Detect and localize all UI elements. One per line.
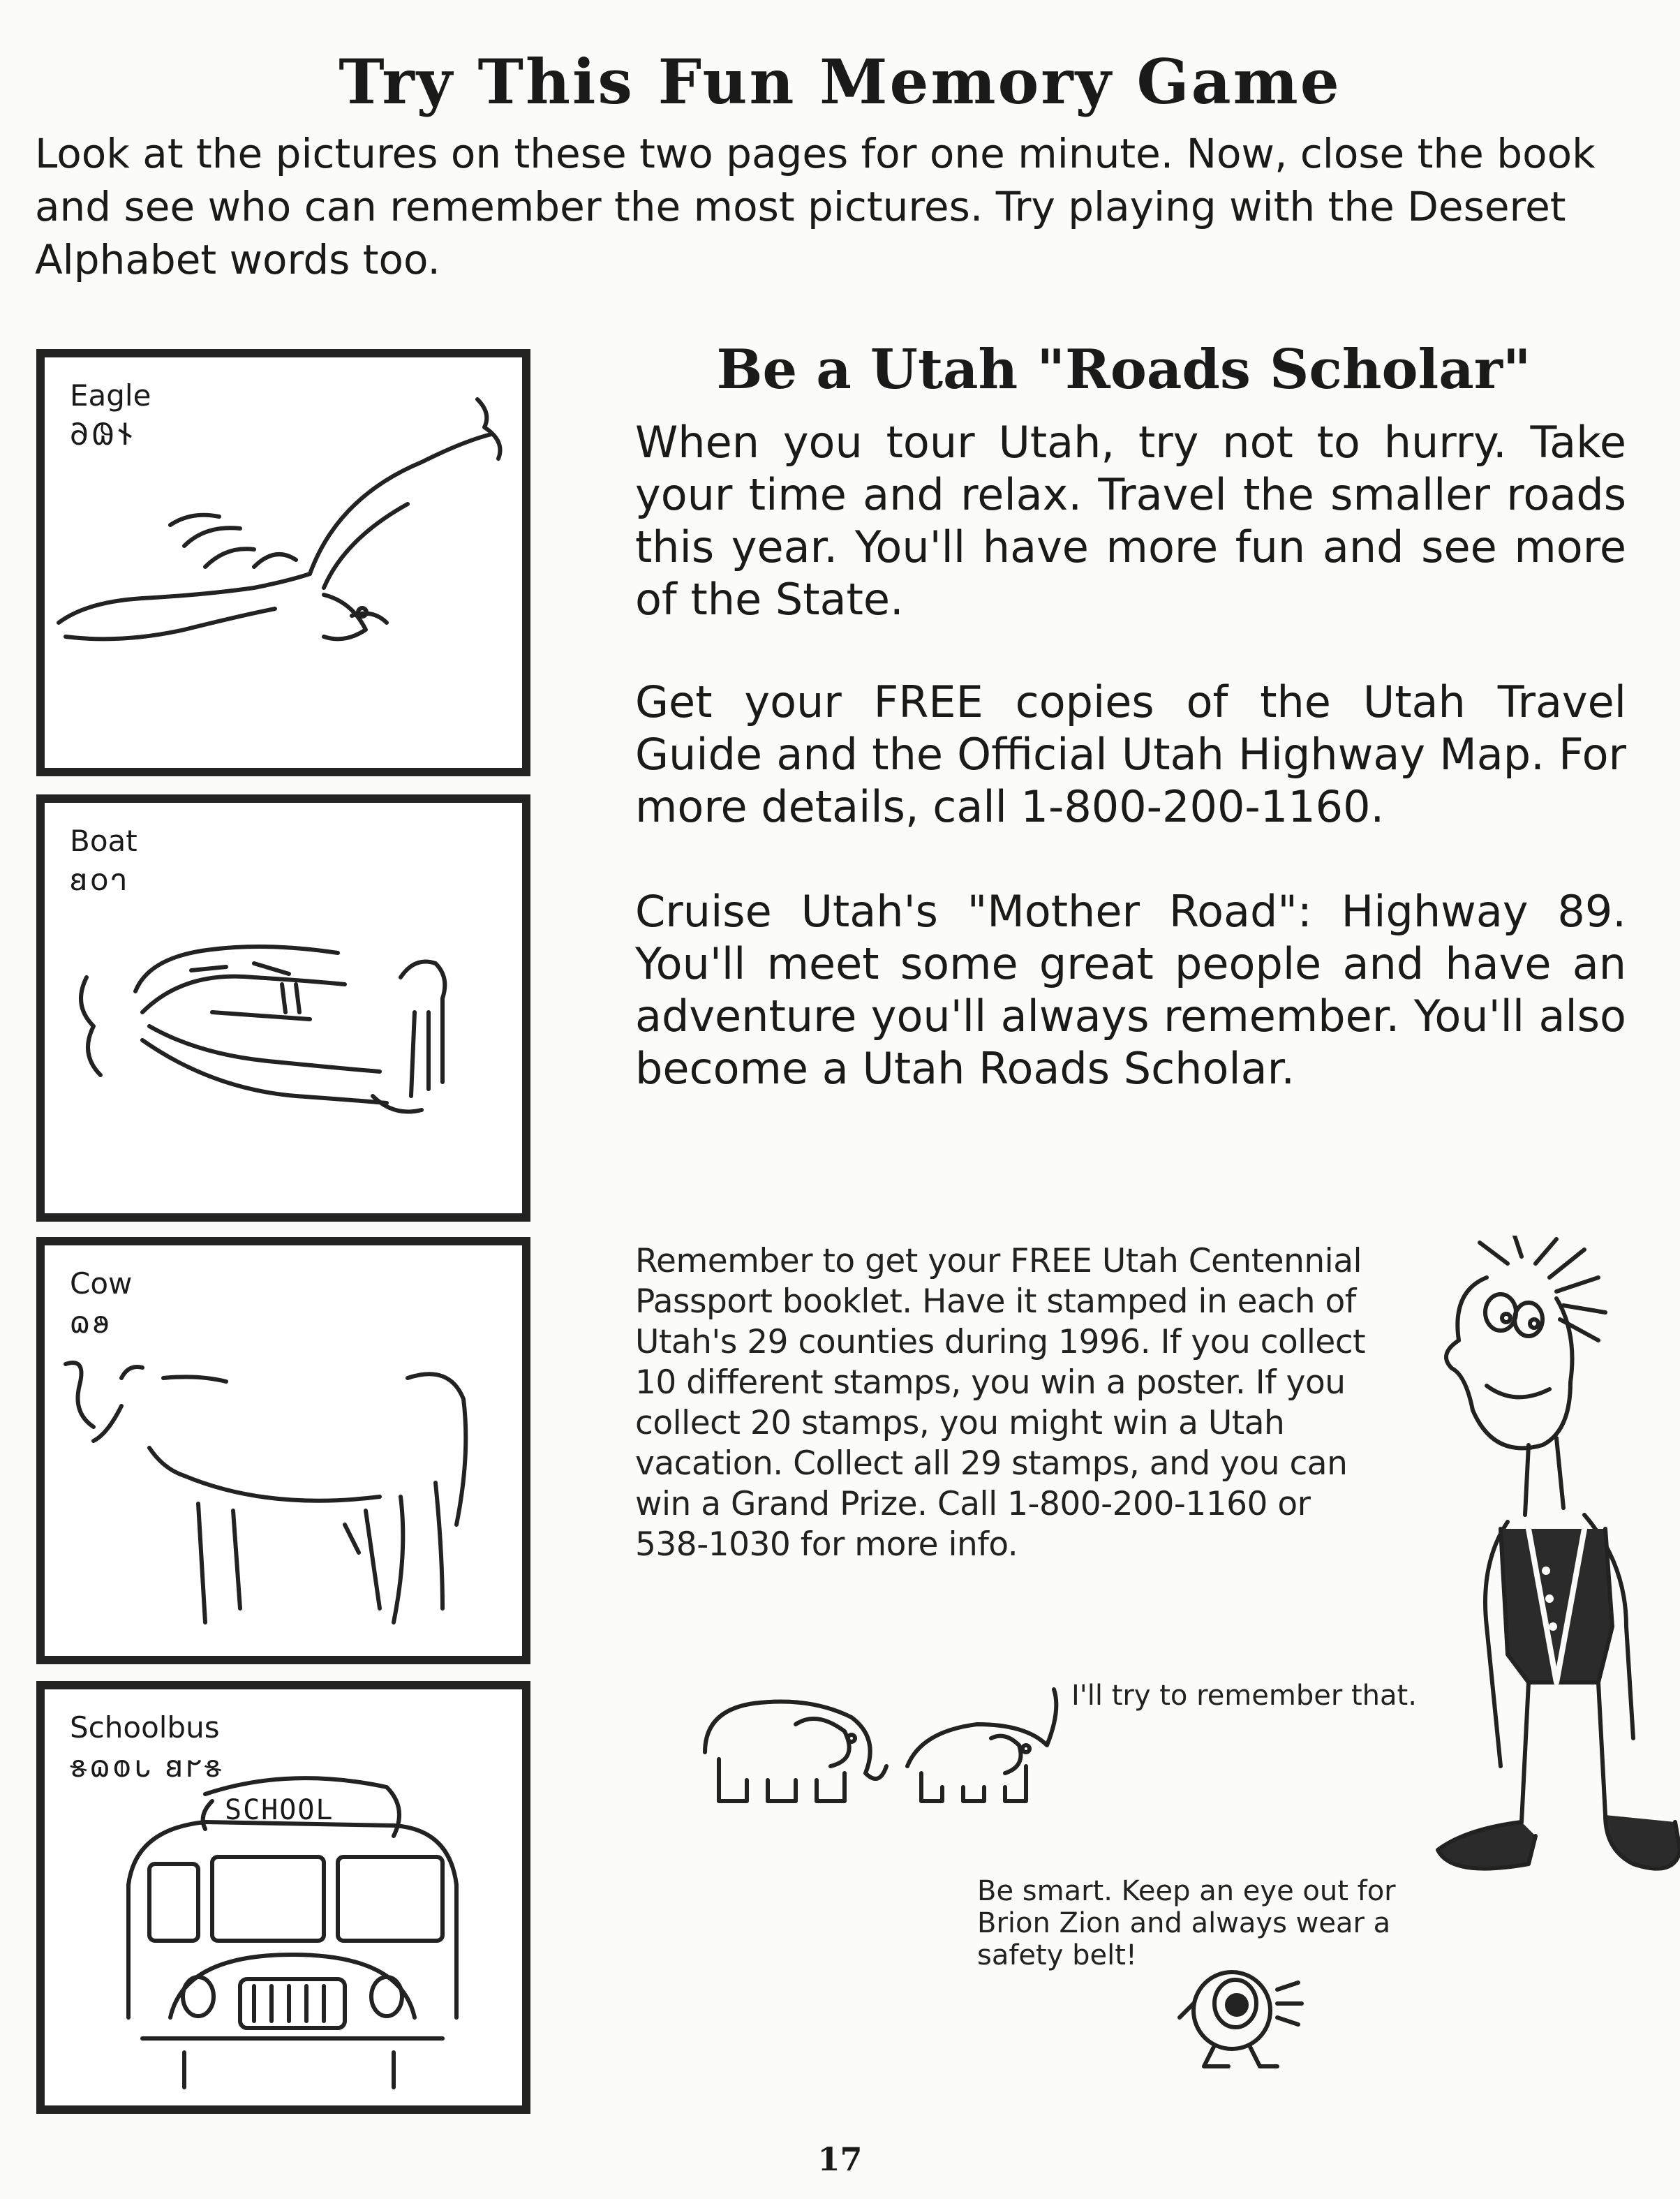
brion-zion-illustration xyxy=(1173,1962,1312,2073)
intro-paragraph: Look at the pictures on these two pages for one minute. Now, close the book and see who can remember the most pictures. Try playing with the Deseret Alphabet words too. xyxy=(35,130,1596,283)
schoolbus-panel xyxy=(36,1681,530,2114)
safety-note: Be smart. Keep an eye out for Brion Zion and always wear a safety belt! xyxy=(977,1875,1396,1971)
roads-paragraph-1: When you tour Utah, try not to hurry. Take your time and relax. Travel the smaller roads this year. You'll have more fun and see more of the State. xyxy=(635,417,1626,625)
schoolbus-deseret-word: 𐑅𐐿𐐭𐑊 𐐺𐐲𐑅 xyxy=(70,1749,225,1784)
eagle-label: Eagle xyxy=(70,378,151,413)
page-number: 17 xyxy=(817,2140,863,2178)
elephants-illustration xyxy=(698,1682,1075,1815)
section-title: Be a Utah "Roads Scholar" xyxy=(716,338,1531,401)
roads-paragraph-2: Get your FREE copies of the Utah Travel Guide and the Official Utah Highway Map. For more details, call 1-800-200-1160. xyxy=(635,676,1626,832)
cow-deseret-word: 𐐿𐐵 xyxy=(70,1305,112,1340)
cow-drawing xyxy=(45,1245,522,1656)
boat-label: Boat xyxy=(70,824,137,858)
roads-paragraph-3: Cruise Utah's "Mother Road": Highway 89. You'll meet some great people and have an adventure you'll always remember. You'll also become a Utah Roads Scholar. xyxy=(635,886,1626,1094)
page-title: Try This Fun Memory Game xyxy=(339,45,1341,118)
boat-panel xyxy=(36,794,530,1222)
schoolbus-label: Schoolbus xyxy=(70,1710,220,1745)
eagle-deseret-word: 𐐀𐐘𐐆 xyxy=(70,417,136,452)
eagle-panel xyxy=(36,349,530,776)
elephant-caption: I'll try to remember that. xyxy=(1071,1680,1417,1712)
bus-sign-text: SCHOOL xyxy=(225,1794,334,1826)
passport-note: Remember to get your FREE Utah Centennial Passport booklet. Have it stamped in each of Utah's 29 counties during 1996. If you collect 10 different stamps, you win a poster. If you collect 20 stamps, you might win a Utah vacation. Collect all 29 stamps, and you can win a Grand Prize. Call 1-800-200-1160 or 538-1030 for more info. xyxy=(635,1242,1366,1564)
cartoon-man-illustration xyxy=(1424,1236,1680,1934)
boat-deseret-word: 𐐺𐐬𐐻 xyxy=(70,862,131,898)
cow-label: Cow xyxy=(70,1266,133,1301)
cow-panel xyxy=(36,1237,530,1664)
